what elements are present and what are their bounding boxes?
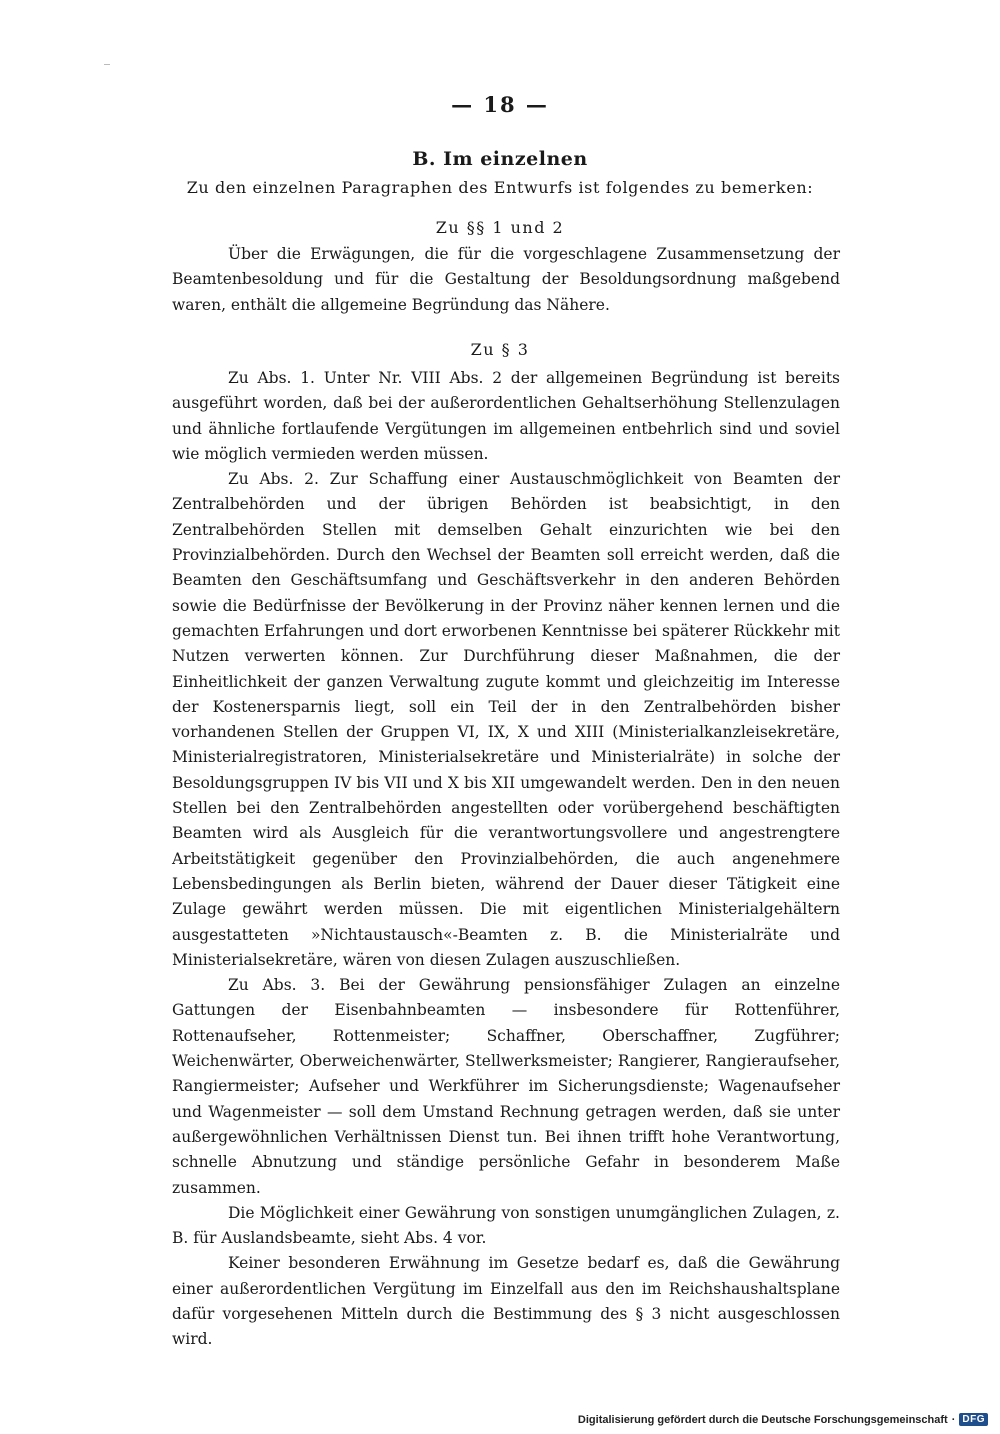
section-heading: B. Im einzelnen xyxy=(412,148,588,170)
paragraph-abs-3: Zu Abs. 3. Bei der Gewährung pensionsfähiger Zulagen an einzelne Gattungen der Eisenbahnbeamten — insbesondere für Rottenführer, Rottenaufseher, Rottenmeister; Schaffner, Oberschaffner, Zugführer; Weichenwärter, Oberweichenwärter, Stellwerksmeister; Rangierer, Rangieraufseher, Rangiermeister; Aufseher und Werkführer im Sicherungsdienste; Wagenaufseher und Wagenmeister — soll dem Umstand Rechnung getragen werden, daß sie unter außergewöhnlichen Verhältnissen Dienst tun. Bei ihnen trifft hohe Verantwortung, schnelle Abnutzung und ständige persönliche Gefahr in besonderem Maße zusammen. xyxy=(172,976,840,1197)
page-number: — 18 — xyxy=(451,92,549,117)
paragraph-abs-2: Zu Abs. 2. Zur Schaffung einer Austauschmöglichkeit von Beamten der Zentralbehörden und der übrigen Behörden ist beabsichtigt, in den Zentralbehörden Stellen mit demselben Gehalt einzurichten wie bei den Provinzialbehörden. Durch den Wechsel der Beamten soll erreicht werden, daß die Beamten den Geschäftsumfang und Geschäftsverkehr in den anderen Behörden sowie die Bedürfnisse der Bevölkerung in der Provinz näher kennen lernen und die gemachten Erfahrungen und dort erworbenen Kenntnisse bei späterer Rückkehr mit Nutzen verwerten können. Zur Durchführung dieser Maßnahmen, die der Einheitlichkeit der ganzen Verwaltung zugute kommt und gleichzeitig im Interesse der Kostenersparnis liegt, soll ein Teil der in den Zentralbehörden bisher vorhandenen Stellen der Gruppen VI, IX, X und XIII (Ministerialkanzleisekretäre, Ministerialregistratoren, Ministerialsekretäre und Ministerialräte) in solche der Besoldungsgruppen IV bis VII und X bis XII umgewandelt werden. Den in den neuen Stellen bei den Zentralbehörden angestellten oder vorübergehend beschäftigten Beamten wird als Ausgleich für die verantwortungsvollere und angestrengtere Arbeitstätigkeit gegenüber den Provinzialbehörden, die auch angenehmere Lebensbedingungen als Berlin bieten, während der Dauer dieser Tätigkeit eine Zulage gewährt werden müssen. Die mit eigentlichen Ministerialgehältern ausgestatteten »Nichtaustausch«-Beamten z. B. die Ministerialräte und Ministerialsekretäre, wären von diesen Zulagen auszuschließen. xyxy=(172,470,840,969)
dfg-logo-icon: DFG xyxy=(959,1413,988,1426)
intro-text: Zu den einzelnen Paragraphen des Entwurfs ist folgendes zu bemerken: xyxy=(186,178,814,197)
footer-separator: · xyxy=(951,1413,956,1426)
text-block-section-3 xyxy=(172,366,840,1353)
text-block-sections-1-2 xyxy=(172,242,840,318)
paragraph-closing: Keiner besonderen Erwähnung im Gesetze bedarf es, daß die Gewährung einer außerordentlichen Vergütung im Einzelfall aus den im Reichshaushaltsplane dafür vorgesehenen Mitteln durch die Bestimmung des § 3 nicht ausgeschlossen wird. xyxy=(172,1254,840,1349)
scan-artifact xyxy=(104,64,110,65)
subheading-sections-1-2: Zu §§ 1 und 2 xyxy=(435,218,565,237)
paragraph: Über die Erwägungen, die für die vorgeschlagene Zusammensetzung der Beamtenbesoldung und für die Gestaltung der Besoldungsordnung maßgebend waren, enthält die allgemeine Begründung das Nähere. xyxy=(172,245,840,314)
paragraph-abs-4: Die Möglichkeit einer Gewährung von sonstigen unumgänglichen Zulagen, z. B. für Auslandsbeamte, sieht Abs. 4 vor. xyxy=(172,1203,840,1248)
paragraph-abs-1: Zu Abs. 1. Unter Nr. VIII Abs. 2 der allgemeinen Begründung ist bereits ausgeführt worden, daß bei der außerordentlichen Gehaltserhöhung Stellenzulagen und ähnliche fortlaufende Vergütungen im allgemeinen entbehrlich sind und soviel wie möglich vermieden werden müssen. xyxy=(172,369,840,463)
footer-text: Digitalisierung gefördert durch die Deutsche Forschungsgemeinschaft xyxy=(577,1413,948,1426)
digitization-credit xyxy=(578,1413,988,1426)
subheading-section-3: Zu § 3 xyxy=(470,340,530,359)
